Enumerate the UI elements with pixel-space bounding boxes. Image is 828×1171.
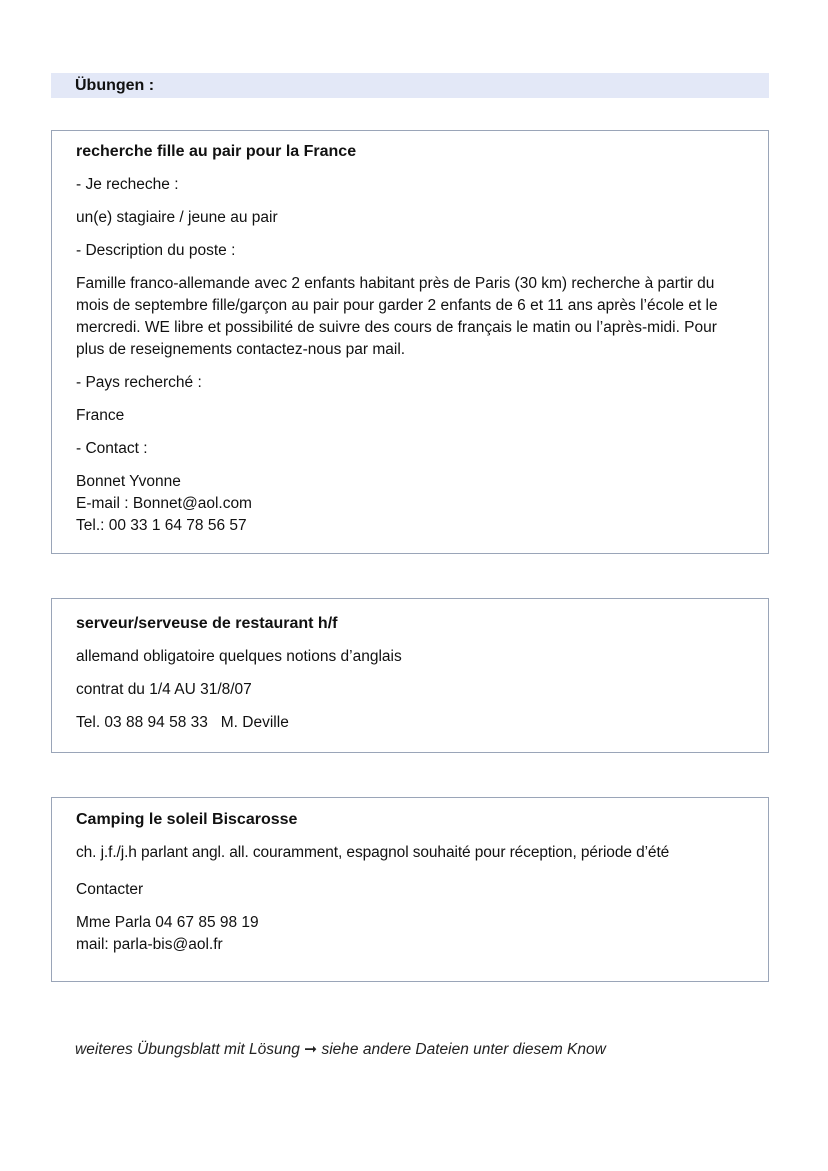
ad-card-waiter [51,598,769,753]
ad-line-label-contact: - Contact : [76,440,148,457]
ad-line-label-contact: Contacter [76,881,144,898]
ad-line-requirements: ch. j.f./j.h parlant angl. all. couramment, espagnol souhaité pour réception, période d’été [76,844,670,861]
section-title: Übungen : [75,77,155,94]
ad-line-contract: contrat du 1/4 AU 31/8/07 [76,681,252,698]
ad-line-contact-email: mail: parla-bis@aol.fr [76,936,223,953]
ad-line-contact-name: Bonnet Yvonne [76,473,181,490]
footer-note: weiteres Übungsblatt mit Lösung ➞ siehe andere Dateien unter diesem Know [75,1041,606,1058]
ad-title: serveur/serveuse de restaurant h/f [76,615,338,632]
ad-line-label-country: - Pays recherché : [76,374,202,391]
ad-line-country: France [76,407,125,424]
ad-card-camping [51,797,769,982]
ad-card-au-pair [51,130,769,554]
ad-line-position: un(e) stagiaire / jeune au pair [76,209,278,226]
ad-title: recherche fille au pair pour la France [76,143,357,160]
ad-line-label-description: - Description du poste : [76,242,236,259]
ad-line-contact-phone: Mme Parla 04 67 85 98 19 [76,914,259,931]
ad-line-contact-phone: Tel.: 00 33 1 64 78 56 57 [76,517,247,534]
ad-line-contact-email: E-mail : Bonnet@aol.com [76,495,252,512]
ad-line-description: Famille franco-allemande avec 2 enfants habitant près de Paris (30 km) recherche à partir du mois de septembre fille/garçon au pair pour garder 2 enfants de 6 et 11 ans après l’école et le mercredi. WE libre et possibilité de suivre des cours de français le matin ou l’après-midi. Pour plus de reseignements contactez-nous par mail. [76,275,718,358]
section-header [51,73,769,98]
ad-title: Camping le soleil Biscarosse [76,811,298,828]
ad-line-requirements: allemand obligatoire quelques notions d’anglais [76,648,402,665]
ad-line-label-search: - Je recheche : [76,176,179,193]
ad-line-contact: Tel. 03 88 94 58 33 M. Deville [76,714,289,731]
